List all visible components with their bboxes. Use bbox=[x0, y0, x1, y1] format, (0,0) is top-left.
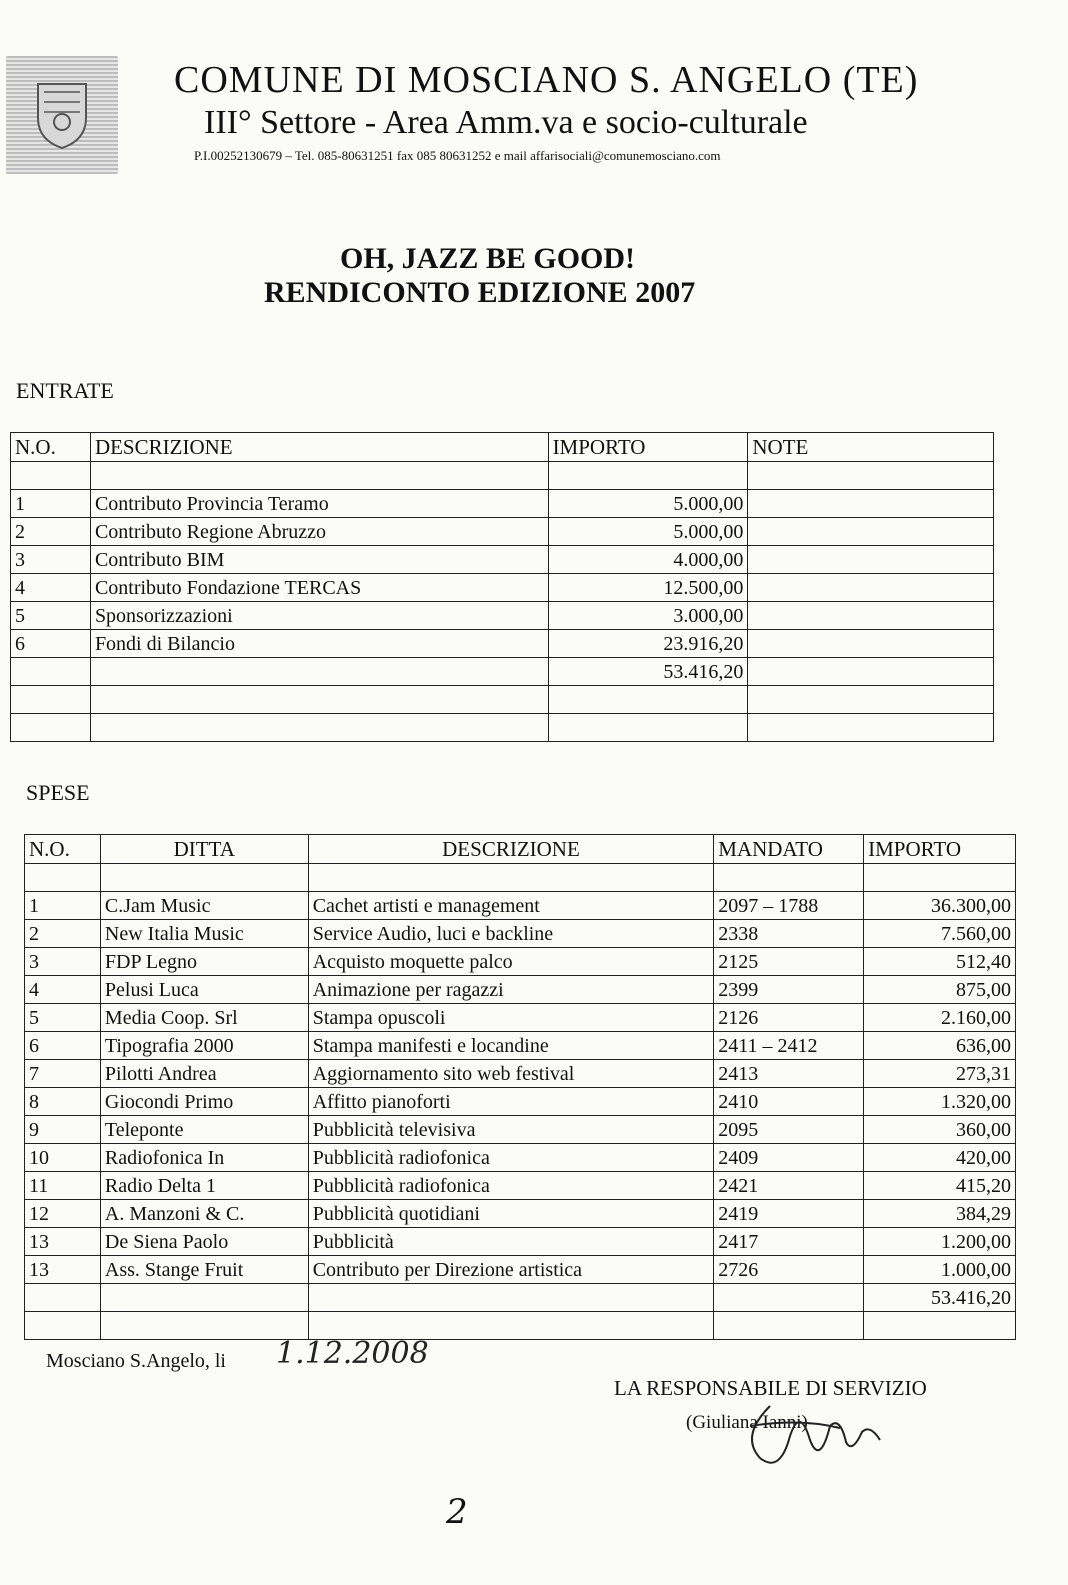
expense-importo: 512,40 bbox=[864, 948, 1016, 976]
entry-no: 1 bbox=[11, 490, 91, 518]
expense-no: 1 bbox=[25, 892, 101, 920]
expense-descrizione: Pubblicità quotidiani bbox=[308, 1200, 714, 1228]
header-importo: IMPORTO bbox=[548, 433, 748, 462]
table-row bbox=[25, 1228, 1016, 1256]
table-row bbox=[25, 948, 1016, 976]
expense-ditta: Teleponte bbox=[100, 1116, 308, 1144]
table-row bbox=[11, 714, 994, 742]
header-mandato: MANDATO bbox=[714, 835, 864, 864]
department-name: III° Settore - Area Amm.va e socio-culturale bbox=[204, 104, 808, 141]
expense-descrizione: Animazione per ragazzi bbox=[308, 976, 714, 1004]
expense-no: 10 bbox=[25, 1144, 101, 1172]
table-row bbox=[11, 602, 994, 630]
entry-descrizione: Contributo Fondazione TERCAS bbox=[90, 574, 548, 602]
total-row bbox=[11, 658, 994, 686]
expense-ditta: Pilotti Andrea bbox=[100, 1060, 308, 1088]
expense-no: 6 bbox=[25, 1032, 101, 1060]
table-row bbox=[11, 490, 994, 518]
expense-importo: 636,00 bbox=[864, 1032, 1016, 1060]
expense-ditta: FDP Legno bbox=[100, 948, 308, 976]
expense-mandato: 2399 bbox=[714, 976, 864, 1004]
municipality-name: COMUNE DI MOSCIANO S. ANGELO (TE) bbox=[174, 59, 919, 101]
spese-label: SPESE bbox=[26, 780, 90, 805]
entrate-table bbox=[10, 432, 994, 742]
expense-importo: 360,00 bbox=[864, 1116, 1016, 1144]
coat-of-arms-icon bbox=[34, 78, 90, 150]
expense-mandato: 2097 – 1788 bbox=[714, 892, 864, 920]
spese-total: 53.416,20 bbox=[864, 1284, 1016, 1312]
expense-descrizione: Service Audio, luci e backline bbox=[308, 920, 714, 948]
contact-line: P.I.00252130679 – Tel. 085-80631251 fax 085 80631252 e mail affarisociali@comunemosciano.com bbox=[194, 148, 721, 163]
entrate-label: ENTRATE bbox=[16, 378, 114, 403]
entry-importo: 23.916,20 bbox=[548, 630, 748, 658]
page-number: 2 bbox=[446, 1492, 468, 1532]
entry-importo: 5.000,00 bbox=[548, 518, 748, 546]
expense-descrizione: Pubblicità televisiva bbox=[308, 1116, 714, 1144]
expense-importo: 415,20 bbox=[864, 1172, 1016, 1200]
expense-descrizione: Aggiornamento sito web festival bbox=[308, 1060, 714, 1088]
expense-ditta: De Siena Paolo bbox=[100, 1228, 308, 1256]
table-row bbox=[25, 1060, 1016, 1088]
expense-descrizione: Pubblicità bbox=[308, 1228, 714, 1256]
entry-note bbox=[748, 574, 994, 602]
header-importo: IMPORTO bbox=[864, 835, 1016, 864]
expense-mandato: 2726 bbox=[714, 1256, 864, 1284]
header-descrizione: DESCRIZIONE bbox=[90, 433, 548, 462]
handwritten-signature-icon bbox=[730, 1396, 900, 1476]
expense-no: 5 bbox=[25, 1004, 101, 1032]
expense-no: 13 bbox=[25, 1228, 101, 1256]
expense-mandato: 2410 bbox=[714, 1088, 864, 1116]
expense-importo: 1.200,00 bbox=[864, 1228, 1016, 1256]
signature-title: LA RESPONSABILE DI SERVIZIO bbox=[614, 1376, 927, 1400]
expense-no: 11 bbox=[25, 1172, 101, 1200]
municipal-emblem bbox=[6, 56, 118, 174]
table-header-row bbox=[25, 835, 1016, 864]
expense-no: 13 bbox=[25, 1256, 101, 1284]
expense-ditta: Pelusi Luca bbox=[100, 976, 308, 1004]
table-row bbox=[25, 1004, 1016, 1032]
entry-no: 3 bbox=[11, 546, 91, 574]
table-row bbox=[25, 1144, 1016, 1172]
expense-importo: 7.560,00 bbox=[864, 920, 1016, 948]
table-row bbox=[11, 462, 994, 490]
table-row bbox=[25, 1172, 1016, 1200]
entry-no: 5 bbox=[11, 602, 91, 630]
expense-mandato: 2338 bbox=[714, 920, 864, 948]
entry-note bbox=[748, 602, 994, 630]
expense-no: 8 bbox=[25, 1088, 101, 1116]
expense-descrizione: Pubblicità radiofonica bbox=[308, 1172, 714, 1200]
expense-mandato: 2419 bbox=[714, 1200, 864, 1228]
entrate-total: 53.416,20 bbox=[548, 658, 748, 686]
expense-mandato: 2095 bbox=[714, 1116, 864, 1144]
expense-ditta: C.Jam Music bbox=[100, 892, 308, 920]
header-no: N.O. bbox=[11, 433, 91, 462]
table-row bbox=[11, 574, 994, 602]
expense-descrizione: Acquisto moquette palco bbox=[308, 948, 714, 976]
expense-descrizione: Stampa manifesti e locandine bbox=[308, 1032, 714, 1060]
expense-descrizione: Stampa opuscoli bbox=[308, 1004, 714, 1032]
entry-descrizione: Contributo Regione Abruzzo bbox=[90, 518, 548, 546]
table-row bbox=[25, 1200, 1016, 1228]
header-no: N.O. bbox=[25, 835, 101, 864]
header-note: NOTE bbox=[748, 433, 994, 462]
expense-mandato: 2125 bbox=[714, 948, 864, 976]
table-row bbox=[25, 920, 1016, 948]
table-row bbox=[25, 1032, 1016, 1060]
signature-name: (Giuliana Ianni) bbox=[686, 1412, 808, 1433]
table-header-row bbox=[11, 433, 994, 462]
expense-no: 3 bbox=[25, 948, 101, 976]
expense-importo: 875,00 bbox=[864, 976, 1016, 1004]
spese-table bbox=[24, 834, 1016, 1340]
table-row bbox=[11, 630, 994, 658]
expense-mandato: 2411 – 2412 bbox=[714, 1032, 864, 1060]
handwritten-date: 1.12.2008 bbox=[276, 1336, 429, 1371]
header-ditta: DITTA bbox=[100, 835, 308, 864]
table-row bbox=[11, 546, 994, 574]
table-row bbox=[25, 1312, 1016, 1340]
entry-importo: 5.000,00 bbox=[548, 490, 748, 518]
table-row bbox=[11, 686, 994, 714]
expense-no: 12 bbox=[25, 1200, 101, 1228]
expense-ditta: Radio Delta 1 bbox=[100, 1172, 308, 1200]
expense-descrizione: Pubblicità radiofonica bbox=[308, 1144, 714, 1172]
expense-descrizione: Affitto pianoforti bbox=[308, 1088, 714, 1116]
total-row bbox=[25, 1284, 1016, 1312]
entry-note bbox=[748, 518, 994, 546]
expense-ditta: Radiofonica In bbox=[100, 1144, 308, 1172]
expense-no: 9 bbox=[25, 1116, 101, 1144]
expense-importo: 420,00 bbox=[864, 1144, 1016, 1172]
entry-importo: 12.500,00 bbox=[548, 574, 748, 602]
footer-place: Mosciano S.Angelo, li bbox=[46, 1350, 226, 1372]
expense-ditta: Tipografia 2000 bbox=[100, 1032, 308, 1060]
entry-note bbox=[748, 490, 994, 518]
expense-no: 2 bbox=[25, 920, 101, 948]
entry-no: 6 bbox=[11, 630, 91, 658]
entry-note bbox=[748, 546, 994, 574]
expense-mandato: 2126 bbox=[714, 1004, 864, 1032]
table-row bbox=[25, 864, 1016, 892]
entry-descrizione: Contributo Provincia Teramo bbox=[90, 490, 548, 518]
expense-descrizione: Cachet artisti e management bbox=[308, 892, 714, 920]
expense-importo: 36.300,00 bbox=[864, 892, 1016, 920]
expense-ditta: New Italia Music bbox=[100, 920, 308, 948]
event-title: OH, JAZZ BE GOOD! bbox=[340, 242, 636, 275]
entry-descrizione: Fondi di Bilancio bbox=[90, 630, 548, 658]
expense-mandato: 2409 bbox=[714, 1144, 864, 1172]
expense-importo: 273,31 bbox=[864, 1060, 1016, 1088]
table-row bbox=[25, 1088, 1016, 1116]
expense-descrizione: Contributo per Direzione artistica bbox=[308, 1256, 714, 1284]
entry-note bbox=[748, 630, 994, 658]
entry-importo: 3.000,00 bbox=[548, 602, 748, 630]
table-row bbox=[25, 1116, 1016, 1144]
expense-importo: 384,29 bbox=[864, 1200, 1016, 1228]
expense-importo: 1.320,00 bbox=[864, 1088, 1016, 1116]
entry-no: 2 bbox=[11, 518, 91, 546]
table-row bbox=[11, 518, 994, 546]
entry-importo: 4.000,00 bbox=[548, 546, 748, 574]
entry-no: 4 bbox=[11, 574, 91, 602]
entry-descrizione: Contributo BIM bbox=[90, 546, 548, 574]
expense-mandato: 2421 bbox=[714, 1172, 864, 1200]
expense-importo: 1.000,00 bbox=[864, 1256, 1016, 1284]
expense-ditta: A. Manzoni & C. bbox=[100, 1200, 308, 1228]
expense-importo: 2.160,00 bbox=[864, 1004, 1016, 1032]
expense-ditta: Media Coop. Srl bbox=[100, 1004, 308, 1032]
expense-no: 7 bbox=[25, 1060, 101, 1088]
report-title: RENDICONTO EDIZIONE 2007 bbox=[264, 276, 696, 309]
expense-ditta: Ass. Stange Fruit bbox=[100, 1256, 308, 1284]
table-row bbox=[25, 976, 1016, 1004]
expense-no: 4 bbox=[25, 976, 101, 1004]
header-descrizione: DESCRIZIONE bbox=[308, 835, 714, 864]
entry-descrizione: Sponsorizzazioni bbox=[90, 602, 548, 630]
table-row bbox=[25, 1256, 1016, 1284]
table-row bbox=[25, 892, 1016, 920]
expense-mandato: 2417 bbox=[714, 1228, 864, 1256]
expense-ditta: Giocondi Primo bbox=[100, 1088, 308, 1116]
expense-mandato: 2413 bbox=[714, 1060, 864, 1088]
